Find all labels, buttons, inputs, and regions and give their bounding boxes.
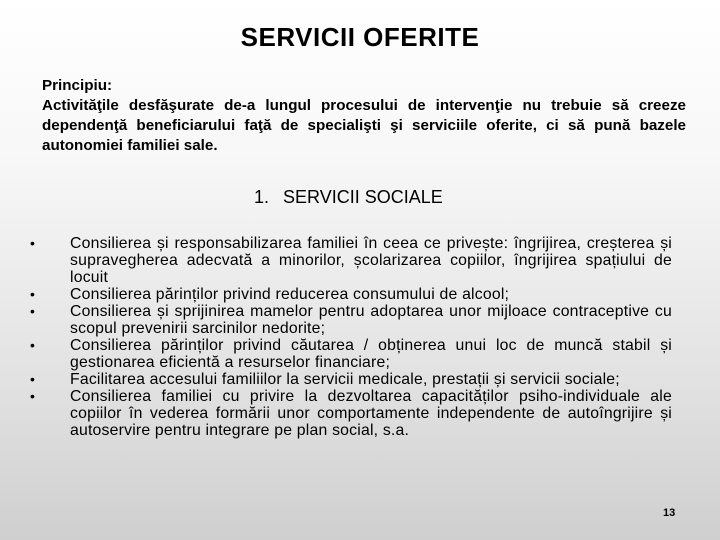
service-text: Consilierea și sprijinirea mamelor pentru adoptarea unor mijloace contraceptive cu scopul prevenirii sarcinilor nedorite;: [70, 303, 672, 337]
bullet-icon: •: [30, 371, 36, 387]
service-text: Consilierea familiei cu privire la dezvoltarea capacităților psiho-individuale ale copiilor în vederea formării unor comportamente independente de autoîngrijire și autoservire pentru integrare pe plan social, s.a.: [70, 388, 672, 439]
bullet-icon: •: [30, 337, 36, 353]
principle-text: Activităţile desfăşurate de-a lungul procesului de intervenţie nu trebuie să creeze dependenţă beneficiarului faţă de specialişti şi serviciile oferite, ci să pună bazele autonomiei familiei sale.: [42, 97, 686, 154]
slide-title: SERVICII OFERITE: [240, 22, 480, 52]
list-item: [30, 371, 672, 388]
bullet-icon: •: [30, 286, 36, 302]
service-text: Consilierea părinților privind reducerea consumului de alcool;: [70, 286, 510, 303]
principle-label: Principiu:: [42, 77, 113, 94]
page-number: 13: [663, 507, 676, 519]
list-item: [30, 303, 672, 337]
service-text: Consilierea și responsabilizarea familiei în ceea ce privește: îngrijirea, creșterea și supravegherea adecvată a minorilor, școlarizarea copiilor, îngrijirea spațiului de locuit: [70, 235, 672, 286]
service-text: Consilierea părinților privind căutarea / obținerea unui loc de muncă stabil și gestionarea eficientă a resurselor financiare;: [70, 337, 672, 371]
bullet-icon: •: [30, 235, 36, 251]
list-item: [30, 286, 672, 303]
service-text: Facilitarea accesului familiilor la servicii medicale, prestații și servicii sociale;: [70, 371, 620, 388]
services-list: [30, 235, 672, 439]
list-item: [30, 235, 672, 286]
section-heading: [254, 186, 443, 208]
section-number: 1.: [254, 187, 270, 207]
section-title: SERVICII SOCIALE: [283, 187, 443, 207]
list-item: [30, 337, 672, 371]
list-item: [30, 388, 672, 439]
bullet-icon: •: [30, 388, 36, 404]
principle-block: [42, 76, 686, 156]
bullet-icon: •: [30, 303, 36, 319]
